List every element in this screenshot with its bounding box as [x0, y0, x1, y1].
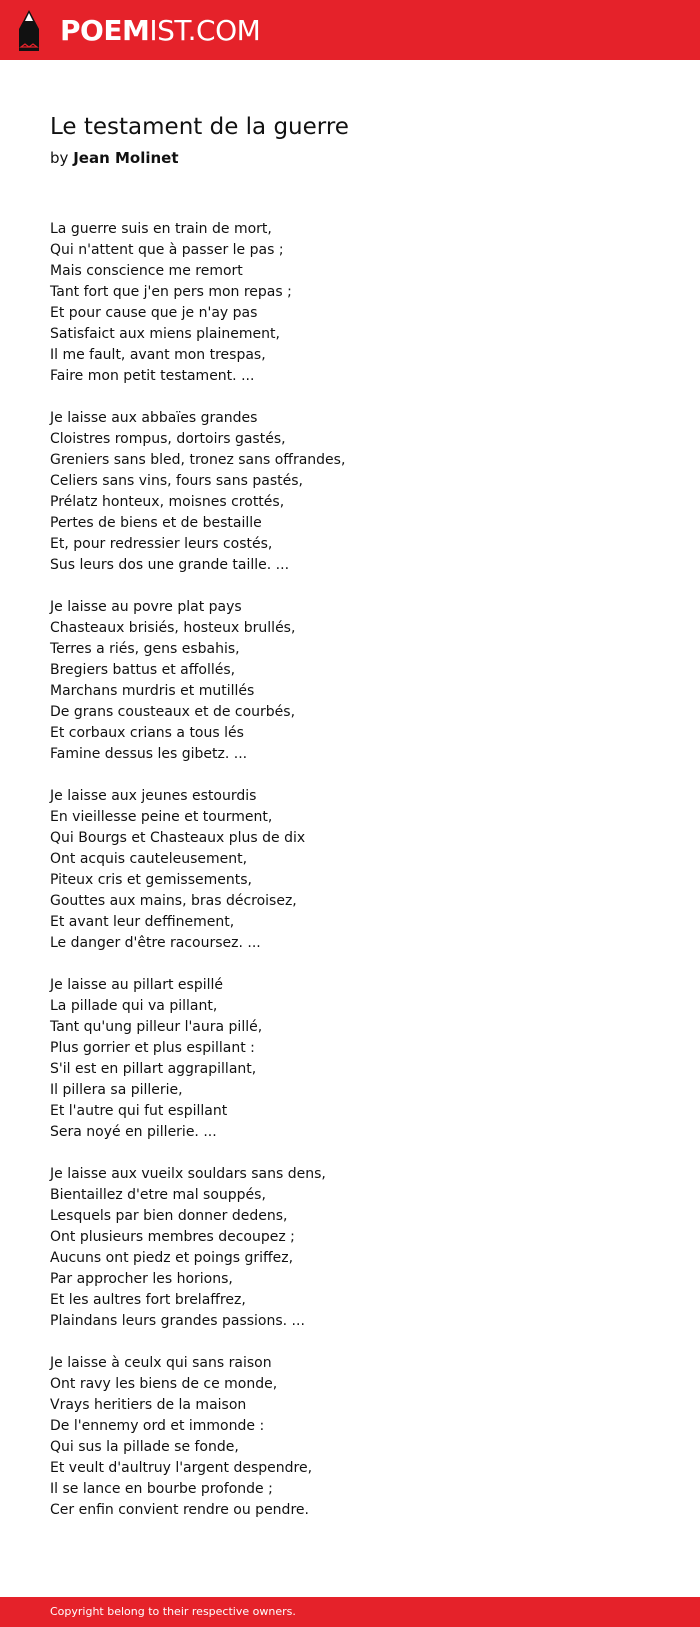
- poem-line: Qui n'attent que à passer le pas ;: [50, 242, 284, 258]
- copyright-text: Copyright belong to their respective owners.: [50, 1605, 296, 1618]
- poem-line: Et veult d'aultruy l'argent despendre,: [50, 1460, 313, 1476]
- poem-line: De l'ennemy ord et immonde :: [50, 1418, 265, 1434]
- poem-line: Plaindans leurs grandes passions. ...: [50, 1313, 305, 1329]
- logo-light-part: IST.COM: [149, 13, 261, 47]
- poem-line: Le danger d'être racoursez. ...: [50, 935, 261, 951]
- poem-stanza: [50, 597, 650, 765]
- poem-line: Il se lance en bourbe profonde ;: [50, 1481, 273, 1497]
- poem-author: Jean Molinet: [73, 149, 179, 167]
- top-bar: [0, 0, 700, 60]
- poem-line: Terres a riés, gens esbahis,: [50, 641, 240, 657]
- poem-stanza: [50, 1353, 650, 1521]
- site-logo-link[interactable]: [16, 8, 260, 52]
- logo-bold-part: POEM: [60, 13, 150, 47]
- poem-line: Qui Bourgs et Chasteaux plus de dix: [50, 830, 306, 846]
- poem-line: Et pour cause que je n'ay pas: [50, 305, 258, 321]
- by-label: by: [50, 149, 69, 167]
- poem-title: Le testament de la guerre: [50, 114, 349, 140]
- footer-bar: [0, 1597, 700, 1627]
- poem-line: Et, pour redressier leurs costés,: [50, 536, 273, 552]
- poem-line: Ont acquis cauteleusement,: [50, 851, 248, 867]
- poem-line: Cer enfin convient rendre ou pendre.: [50, 1502, 309, 1518]
- poem-line: Je laisse au povre plat pays: [50, 599, 242, 615]
- poem-line: Lesquels par bien donner dedens,: [50, 1208, 288, 1224]
- poem-line: Je laisse à ceulx qui sans raison: [50, 1355, 272, 1371]
- poem-line: Et corbaux crians a tous lés: [50, 725, 244, 741]
- poem-line: Aucuns ont piedz et poings griffez,: [50, 1250, 294, 1266]
- poem-line: Mais conscience me remort: [50, 263, 243, 279]
- poem-line: Je laisse au pillart espillé: [50, 977, 224, 993]
- poem-line: Gouttes aux mains, bras décroisez,: [50, 893, 297, 909]
- poem-line: Plus gorrier et plus espillant :: [50, 1040, 255, 1056]
- poem-line: En vieillesse peine et tourment,: [50, 809, 273, 825]
- poem-line: Par approcher les horions,: [50, 1271, 233, 1287]
- poem-line: Tant fort que j'en pers mon repas ;: [50, 284, 292, 300]
- poem-stanza: [50, 786, 650, 954]
- poem-line: Je laisse aux abbaïes grandes: [50, 410, 258, 426]
- pencil-icon: [16, 9, 42, 51]
- poem-line: Qui sus la pillade se fonde,: [50, 1439, 239, 1455]
- poem-stanza: [50, 219, 650, 387]
- poem-byline: [50, 149, 179, 167]
- poem-line: Marchans murdris et mutillés: [50, 683, 255, 699]
- poem-line: Vrays heritiers de la maison: [50, 1397, 247, 1413]
- poem-line: Sera noyé en pillerie. ...: [50, 1124, 217, 1140]
- poem-line: Ont ravy les biens de ce monde,: [50, 1376, 278, 1392]
- poem-line: Tant qu'ung pilleur l'aura pillé,: [50, 1019, 263, 1035]
- poem-line: S'il est en pillart aggrapillant,: [50, 1061, 257, 1077]
- poem-line: Pertes de biens et de bestaille: [50, 515, 262, 531]
- poem-stanza: [50, 408, 650, 576]
- site-logo-text: [60, 14, 260, 47]
- poem-stanza: [50, 1164, 650, 1332]
- poem-line: Et les aultres fort brelaffrez,: [50, 1292, 246, 1308]
- poem-line: Chasteaux brisiés, hosteux brullés,: [50, 620, 296, 636]
- poem-stanza: [50, 975, 650, 1143]
- poem-line: Faire mon petit testament. ...: [50, 368, 255, 384]
- poem-line: Je laisse aux vueilx souldars sans dens,: [50, 1166, 326, 1182]
- poem-line: Famine dessus les gibetz. ...: [50, 746, 248, 762]
- poem-line: Prélatz honteux, moisnes crottés,: [50, 494, 285, 510]
- poem-line: Satisfaict aux miens plainement,: [50, 326, 280, 342]
- poem-line: Je laisse aux jeunes estourdis: [50, 788, 257, 804]
- poem-line: Il me fault, avant mon trespas,: [50, 347, 266, 363]
- poem-line: Sus leurs dos une grande taille. ...: [50, 557, 290, 573]
- poem-line: La guerre suis en train de mort,: [50, 221, 272, 237]
- poem-line: Et avant leur deffinement,: [50, 914, 235, 930]
- poem-line: Bientaillez d'etre mal souppés,: [50, 1187, 266, 1203]
- poem-line: De grans cousteaux et de courbés,: [50, 704, 296, 720]
- poem-line: Ont plusieurs membres decoupez ;: [50, 1229, 295, 1245]
- poem-line: Cloistres rompus, dortoirs gastés,: [50, 431, 286, 447]
- poem-line: Celiers sans vins, fours sans pastés,: [50, 473, 303, 489]
- poem-line: Greniers sans bled, tronez sans offrandes,: [50, 452, 346, 468]
- poem-body: [50, 219, 650, 1542]
- poem-line: Piteux cris et gemissements,: [50, 872, 252, 888]
- poem-line: Et l'autre qui fut espillant: [50, 1103, 228, 1119]
- poem-line: La pillade qui va pillant,: [50, 998, 218, 1014]
- poem-line: Bregiers battus et affollés,: [50, 662, 236, 678]
- poem-line: Il pillera sa pillerie,: [50, 1082, 183, 1098]
